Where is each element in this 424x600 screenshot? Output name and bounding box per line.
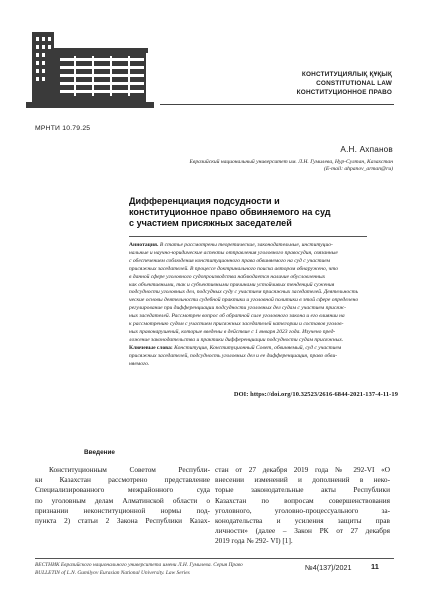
title-divider (129, 236, 367, 237)
journal-name-ru: ВЕСТНИК Евразийского национального университета имени Л.Н. Гумилева. Серия Право (35, 562, 243, 568)
title-line: Дифференциация подсудности и (129, 196, 280, 206)
article-title (129, 196, 399, 230)
abstract-line: регулирование при дифференциации подсудности уголовных дел судам с участием присяж- (129, 305, 346, 312)
body-line: Конституционным Советом Республи- (49, 465, 210, 474)
journal-name-en: BULLETIN of L.N. Gumilyov Eurasian National University. Law Series (35, 569, 190, 576)
abstract-line: как объективными, так и субъективными причинами устойчивых тенденций сужения (129, 281, 335, 288)
abstract-line: к рассмотрению судом с участием присяжных заседателей категории и составов уголов- (129, 321, 344, 328)
university-building-logo (26, 28, 154, 114)
abstract-line (129, 242, 400, 250)
title-line: с участием присяжных заседателей (129, 218, 292, 229)
keywords-line (129, 345, 400, 353)
page-number: 11 (371, 562, 379, 571)
abstract-line: с обеспечением соблюдения конституционного права обвиняемого на суд с участием (129, 257, 331, 264)
section-heading-introduction: Введение (84, 449, 115, 456)
abstract-label: Аннотация. (129, 242, 159, 248)
author-email: (E-mail: ahpanov_arman@ru) (324, 166, 393, 173)
body-line: пункта 2) статьи 2 Закона Республики Казах- (35, 516, 210, 526)
body-line: по уголовным делам Алматинской области о (35, 495, 210, 505)
body-line: ки Казахстан рассмотрено представление (35, 475, 210, 485)
author-affiliation: Евразийский национальный университет им. Л.Н. Гумилева, Нур-Султан, Казахстан (189, 159, 393, 165)
body-line: 2019 года № 292- VI) [1]. (215, 536, 293, 546)
journal-name (35, 562, 243, 577)
section-label-ru: КОНСТИТУЦИОННОЕ ПРАВО (296, 89, 392, 96)
body-line: личности» (далее – Закон РК от 27 декабря (215, 526, 390, 536)
body-line: Казахстан по вопросам совершенствования (215, 495, 390, 505)
abstract-line: подсудности уголовных дел, подсудных суду с участием присяжных заседателей. Деятельность (129, 289, 359, 296)
keywords-text: Конституция, Конституционный Совет, обвиняемый, суд с участием (172, 344, 342, 351)
body-column-left (35, 465, 210, 526)
body-line: внесении изменений и дополнений в неко- (215, 475, 390, 485)
footer-divider (35, 558, 394, 559)
title-line: конституционное право обвиняемого на суд (129, 207, 331, 218)
keywords-line: няемого. (129, 360, 150, 367)
body-line: конодательства и усиления защиты прав (215, 516, 390, 526)
header-divider (160, 104, 394, 105)
abstract-line: присяжных заседателей. В процессе доктринального поиска автором обнаружено, что (129, 265, 339, 272)
doi-link[interactable]: DOI: https://doi.org/10.32523/2616-6844-2021-137-4-11-19 (233, 391, 398, 398)
section-label-en: CONSTITUTIONAL LAW (316, 80, 392, 87)
abstract-line: ложение законодательства и практики дифференциации подсудности судам присяжных. (129, 336, 344, 343)
body-line: уголовного, уголовно-процессуального за- (215, 505, 390, 515)
abstract-line: ных правонарушений, которые введены в действие с 1 января 2023 года. Изучено пред- (129, 328, 336, 335)
abstract-line: нальные и научно-юридические аспекты отправления уголовного правосудия, связанные (129, 249, 338, 256)
body-line: Специализированного межрайонного суда (35, 485, 210, 495)
section-header (297, 70, 392, 97)
author-name: А.Н. Ахпанов (340, 145, 393, 154)
section-label-kz: КОНСТИТУЦИЯЛЫҚ ҚҰҚЫҚ (301, 71, 392, 78)
body-column-right (215, 465, 390, 547)
abstract (129, 242, 400, 369)
abstract-line: в данной сфере уголовного судопроизводства наблюдается наличие обусловленных (129, 273, 326, 280)
keywords-label: Ключевые слова: (129, 344, 173, 351)
issue-number: №4(137)/2021 (305, 563, 352, 572)
abstract-line: ных заседателей. Рассмотрен вопрос об обратной силе уголовного закона и его влиянии на (129, 313, 345, 320)
abstract-line: ческие основы деятельности судебной практики и уголовной политики в этой сфере определено (129, 297, 359, 304)
body-line: торые законодательные акты Республики (215, 485, 390, 495)
abstract-text: В статье рассмотрены теоретические, законодательные, институцио- (158, 242, 333, 248)
author-block (190, 145, 393, 173)
udc-code: МРНТИ 10.79.25 (35, 125, 91, 132)
keywords-line: присяжных заседателей, подсудность уголовных дел и ее дифференциация, право обви- (129, 352, 338, 359)
body-line: стан от 27 декабря 2019 года № 292-VI «О (215, 465, 390, 474)
body-line: признании неконституционной нормы под- (35, 505, 210, 515)
